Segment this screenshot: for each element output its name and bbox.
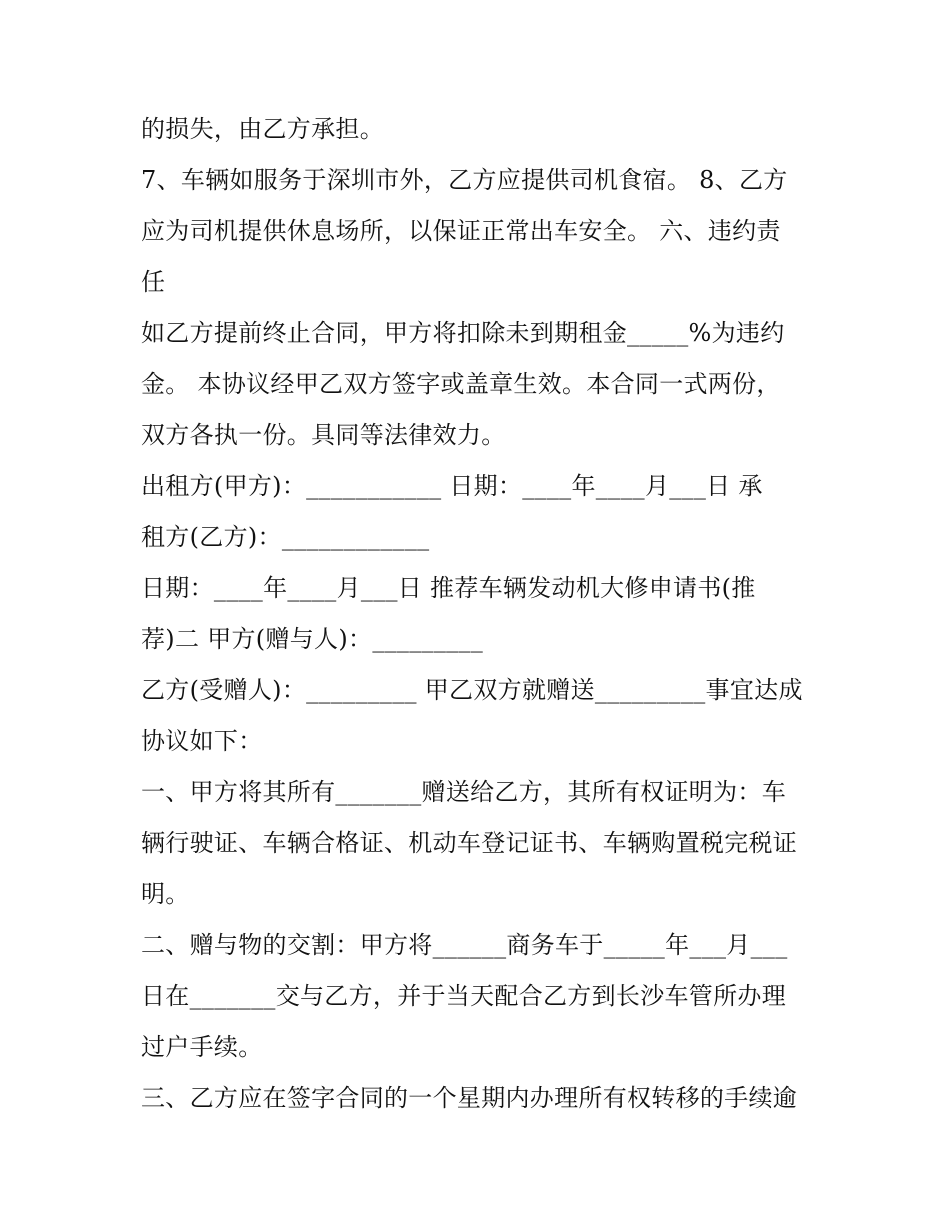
text-line-9: 租方(乙方)：____________ <box>141 523 430 551</box>
text-line-10: 日期：____年____月___日 推荐车辆发动机大修申请书(推 <box>141 574 756 602</box>
text-line-7: 双方各执一份。具同等法律效力。 <box>141 421 506 449</box>
text-line-5: 如乙方提前终止合同，甲方将扣除未到期租金_____%为违约 <box>141 319 785 347</box>
text-line-13: 协议如下： <box>141 727 263 755</box>
text-line-2: 7、车辆如服务于深圳市外，乙方应提供司机食宿。 8、乙方 <box>141 166 788 194</box>
text-line-20: 三、乙方应在签字合同的一个星期内办理所有权转移的手续逾 <box>141 1084 798 1112</box>
text-line-1: 的损失，由乙方承担。 <box>141 115 384 143</box>
text-line-15: 辆行驶证、车辆合格证、机动车登记证书、车辆购置税完税证 <box>141 829 798 857</box>
text-line-6: 金。 本协议经甲乙双方签字或盖章生效。本合同一式两份， <box>141 370 781 398</box>
text-line-11: 荐)二 甲方(赠与人)：_________ <box>141 625 484 653</box>
document-body <box>141 104 821 1124</box>
text-line-17: 二、赠与物的交割：甲方将______商务车于_____年___月___ <box>141 931 788 959</box>
text-line-14: 一、甲方将其所有_______赠送给乙方，其所有权证明为：车 <box>141 778 786 806</box>
text-line-4: 任 <box>141 268 166 296</box>
text-line-18: 日在_______交与乙方，并于当天配合乙方到长沙车管所办理 <box>141 982 786 1010</box>
text-line-8: 出租方(甲方)：___________ 日期：____年____月___日 承 <box>141 472 763 500</box>
text-line-16: 明。 <box>141 880 190 908</box>
text-line-19: 过户手续。 <box>141 1033 263 1061</box>
text-line-3: 应为司机提供休息场所，以保证正常出车安全。 六、违约责 <box>141 217 781 245</box>
text-line-12: 乙方(受赠人)：_________ 甲乙双方就赠送_________事宜达成 <box>141 676 803 704</box>
